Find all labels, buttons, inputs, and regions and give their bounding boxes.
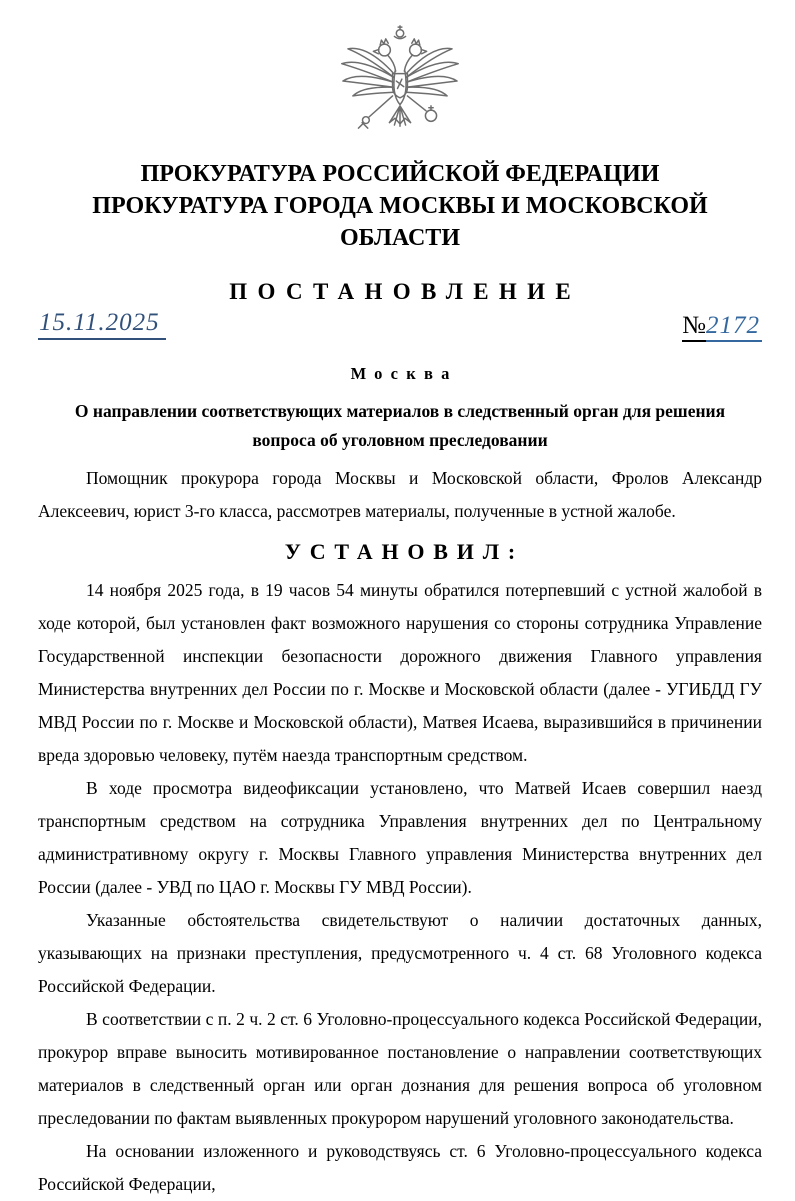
body-paragraph-3: Указанные обстоятельства свидетельствуют о наличии достаточных данных, указывающих на признаки преступления, предусмотренного ч. 4 ст. 68 Уголовного кодекса Российской Федерации. — [38, 910, 762, 996]
document-subject: О направлении соответствующих материалов в следственный орган для решения вопроса об уголовном преследовании — [74, 401, 726, 450]
org-name-line2: ПРОКУРАТУРА ГОРОДА МОСКВЫ И МОСКОВСКОЙ ОБЛАСТИ — [92, 193, 708, 251]
established-heading: УСТАНОВИЛ: — [284, 539, 525, 564]
org-header — [38, 158, 762, 254]
body-paragraph-1: 14 ноября 2025 года, в 19 часов 54 минуты обратился потерпевший с устной жалобой в ходе которой, был установлен факт возможного нарушения со стороны сотрудника Управление Государственной инспекции безопасности дорожного движения Главного управления Министерства внутренних дел России по г. Москве и Московской области (далее - УГИБДД ГУ МВД России по г. Москве и Московской области), Матвея Исаева, выразившийся в причинении вреда здоровью человеку, путём наезда транспортным средством. — [38, 580, 762, 765]
city-line: Москва — [350, 364, 458, 383]
body-paragraph-2: В ходе просмотра видеофиксации установлено, что Матвей Исаев совершил наезд транспортным средством на сотрудника Управления внутренних дел по Центральному административному округу г. Москвы Главного управления Министерства внутренних дел России (далее - УВД по ЦАО г. Москвы ГУ МВД России). — [38, 778, 762, 897]
document-date: 15.11.2025 — [38, 309, 166, 340]
number-value: 2172 — [706, 312, 762, 342]
intro-paragraph: Помощник прокурора города Москвы и Московской области, Фролов Александр Алексеевич, юрист 3-го класса, рассмотрев материалы, полученные в устной жалобе. — [38, 468, 762, 521]
document-type-heading: ПОСТАНОВЛЕНИЕ — [229, 279, 582, 304]
document-number — [682, 312, 762, 340]
russia-coat-of-arms-icon — [330, 24, 470, 148]
body-paragraph-4: В соответствии с п. 2 ч. 2 ст. 6 Уголовно-процессуального кодекса Российской Федерации, прокурор вправе выносить мотивированное постановление о направлении соответствующих материалов в следственный орган или орган дознания для решения вопроса об уголовном преследовании по фактам выявленных прокурором нарушений уголовного законодательства. — [38, 1009, 762, 1128]
org-name-line1: ПРОКУРАТУРА РОССИЙСКОЙ ФЕДЕРАЦИИ — [140, 161, 660, 187]
number-sign: № — [682, 312, 706, 342]
body-paragraph-5: На основании изложенного и руководствуясь ст. 6 Уголовно-процессуального кодекса Российской Федерации, — [38, 1141, 762, 1194]
date-number-row — [38, 306, 762, 340]
